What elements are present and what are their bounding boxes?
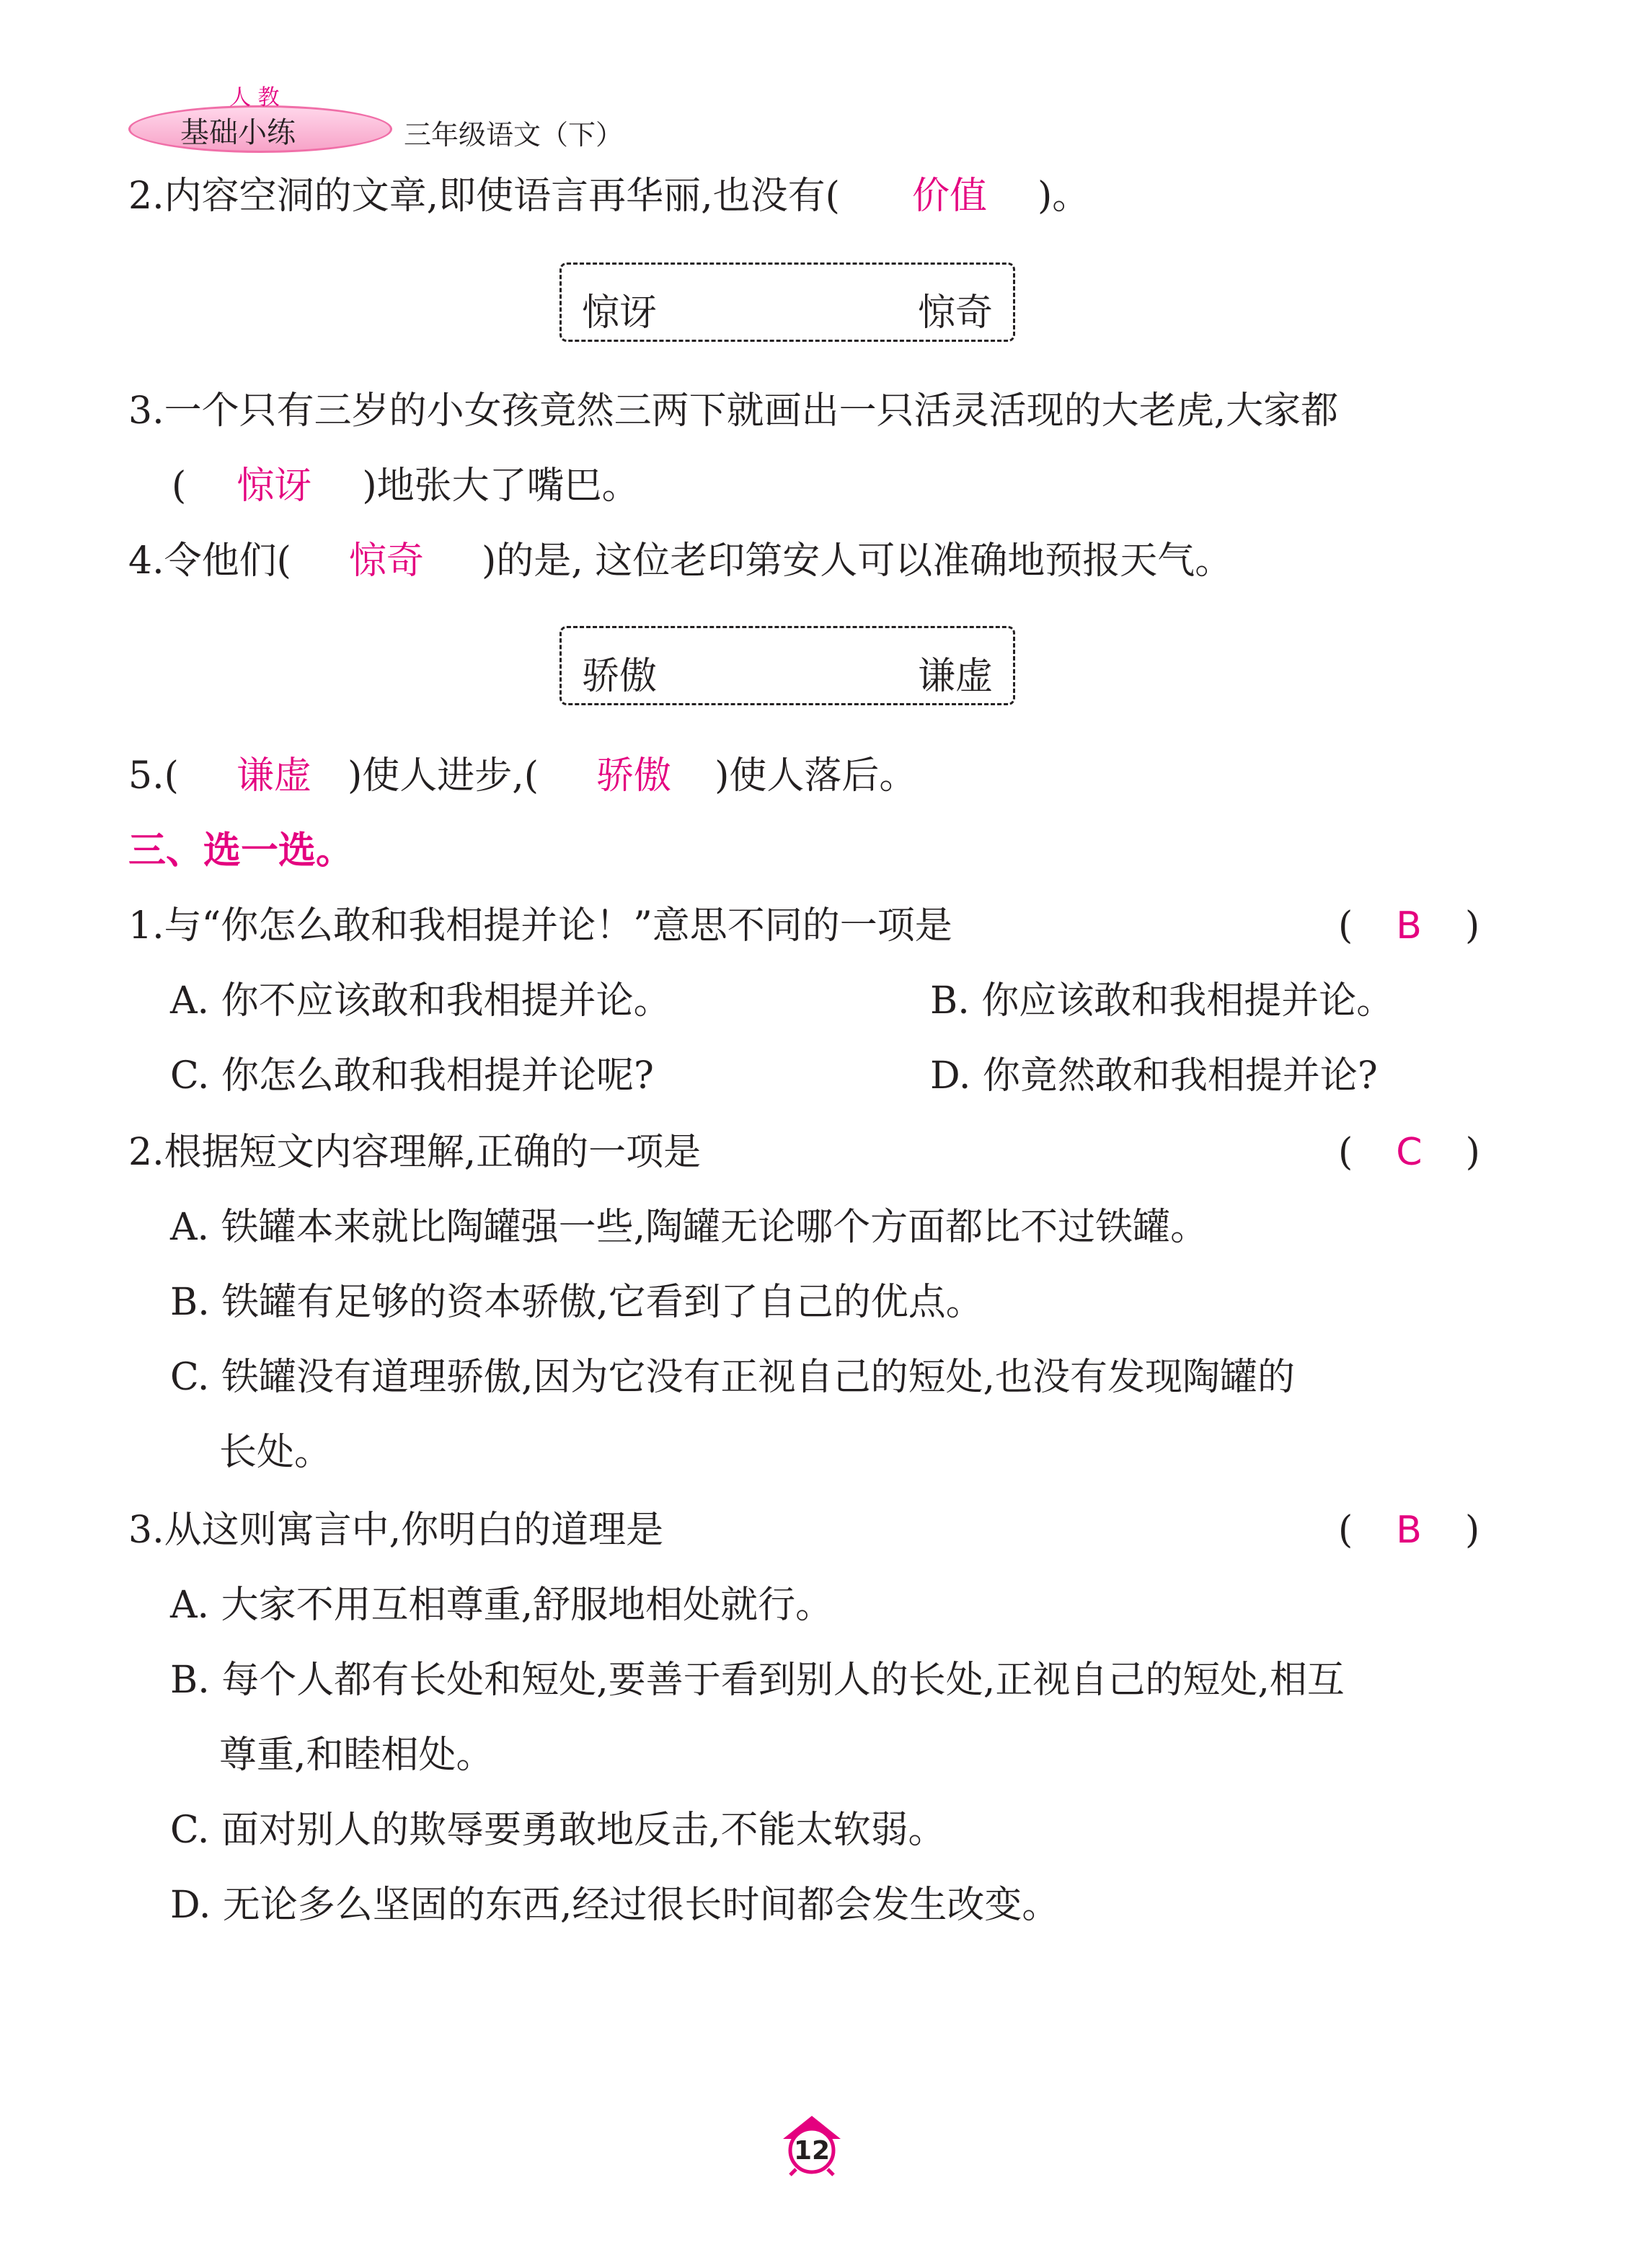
option-b: B. 铁罐有足够的资本骄傲,它看到了自己的优点。: [170, 1281, 983, 1324]
paren: ): [1464, 904, 1480, 948]
question-text: )使人落后。: [715, 754, 917, 798]
option-d: D. 你竟然敢和我相提并论?: [930, 1054, 1378, 1098]
option-a: A. 大家不用互相尊重,舒服地相处就行。: [170, 1584, 833, 1627]
question-number: 1.: [128, 904, 164, 948]
question-5: [128, 754, 917, 798]
word-option: 惊奇: [917, 291, 993, 335]
answer-bracket: [1338, 1131, 1480, 1174]
question-text: 根据短文内容理解,正确的一项是: [164, 1131, 702, 1174]
word-box-2: [559, 626, 1015, 705]
word-option: 谦虚: [917, 655, 993, 698]
answer-text: 惊奇: [348, 539, 424, 583]
paren: (: [1338, 1131, 1353, 1174]
header-publisher: 人 教: [229, 85, 280, 110]
paren: ): [1465, 1131, 1480, 1174]
answer-letter: B: [1396, 904, 1422, 948]
answer-letter: B: [1396, 1509, 1422, 1552]
question-text: 与“你怎么敢和我相提并论！”意思不同的一项是: [164, 904, 952, 948]
answer-text: 谦虚: [236, 754, 311, 798]
question-text: )的是, 这位老印第安人可以准确地预报天气。: [481, 539, 1233, 583]
choice-question-1: [128, 904, 952, 948]
question-3-line-1: [128, 389, 1339, 433]
page-number-badge: [780, 2113, 844, 2176]
question-text: )地张大了嘴巴。: [362, 464, 640, 508]
header-series: 基础小练: [180, 116, 296, 149]
question-number: 2.: [128, 175, 164, 218]
question-text: )使人进步,(: [347, 754, 539, 798]
word-option: 惊讶: [582, 291, 658, 335]
paren: (: [1338, 1509, 1353, 1552]
question-text: 从这则寓言中,你明白的道理是: [164, 1509, 664, 1552]
answer-text: 骄傲: [596, 754, 672, 798]
answer-letter: C: [1396, 1131, 1423, 1174]
paren: (: [164, 754, 179, 798]
question-number: 3.: [128, 1509, 164, 1552]
paren: (: [172, 464, 187, 508]
question-4: [128, 539, 1233, 583]
word-box-1: [559, 262, 1015, 342]
option-c-continued: 长处。: [219, 1431, 332, 1474]
option-c: C. 面对别人的欺辱要勇敢地反击,不能太软弱。: [170, 1809, 946, 1852]
paren: (: [1338, 904, 1353, 948]
option-b: B. 每个人都有长处和短处,要善于看到别人的长处,正视自己的短处,相互: [170, 1659, 1345, 1702]
question-2: [128, 175, 1090, 218]
header-grade: 三年级语文（下）: [404, 119, 624, 151]
choice-question-3: [128, 1509, 664, 1552]
question-number: 4.: [128, 539, 164, 583]
question-text: 内容空洞的文章,即使语言再华丽,也没有(: [164, 175, 840, 218]
paren: ): [1464, 1509, 1480, 1552]
question-text: )。: [1038, 175, 1090, 218]
answer-bracket: [1338, 904, 1480, 948]
option-c: C. 铁罐没有道理骄傲,因为它没有正视自己的短处,也没有发现陶罐的: [170, 1356, 1296, 1399]
question-3-line-2: [172, 464, 640, 508]
option-a: A. 你不应该敢和我相提并论。: [170, 979, 671, 1023]
page-number: 12: [793, 2136, 831, 2166]
option-b: B. 你应该敢和我相提并论。: [930, 979, 1394, 1023]
answer-text: 价值: [911, 175, 987, 218]
question-text: 一个只有三岁的小女孩竟然三两下就画出一只活灵活现的大老虎,大家都: [164, 389, 1339, 433]
answer-bracket: [1338, 1509, 1480, 1552]
option-a: A. 铁罐本来就比陶罐强一些,陶罐无论哪个方面都比不过铁罐。: [170, 1206, 1208, 1249]
choice-question-2: [128, 1131, 702, 1174]
section-3-title: 三、选一选。: [128, 829, 354, 873]
word-option: 骄傲: [582, 655, 658, 698]
question-number: 3.: [128, 389, 164, 433]
question-number: 2.: [128, 1131, 164, 1174]
option-d: D. 无论多么坚固的东西,经过很长时间都会发生改变。: [170, 1884, 1060, 1927]
answer-text: 惊讶: [236, 464, 312, 508]
question-number: 5.: [128, 754, 164, 798]
option-b-continued: 尊重,和睦相处。: [219, 1734, 494, 1777]
question-text: 令他们(: [164, 539, 291, 583]
option-c: C. 你怎么敢和我相提并论呢?: [170, 1054, 654, 1098]
